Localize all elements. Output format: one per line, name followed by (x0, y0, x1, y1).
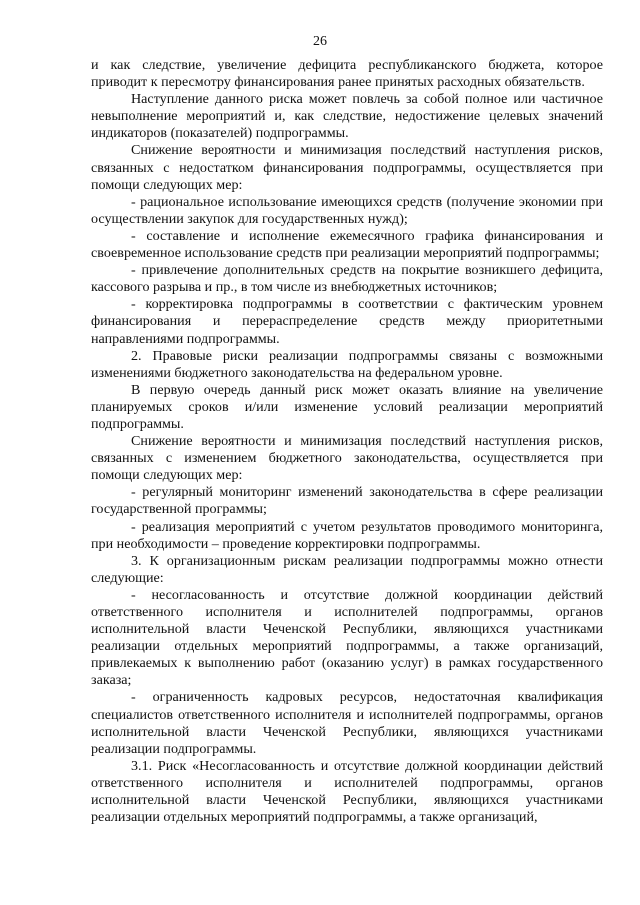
paragraph: Снижение вероятности и минимизация последствий наступления рисков, связанных с изменением бюджетного законодательства, осуществляется при помощи следующих мер: (91, 433, 603, 484)
paragraph: Наступление данного риска может повлечь за собой полное или частичное невыполнение мероприятий и, как следствие, недостижение целевых значений индикаторов (показателей) подпрограммы. (91, 91, 603, 142)
page-number: 26 (313, 34, 327, 49)
paragraph: Снижение вероятности и минимизация последствий наступления рисков, связанных с недостатком финансирования подпрограммы, осуществляется при помощи следующих мер: (91, 142, 603, 193)
paragraph: 3. К организационным рискам реализации подпрограммы можно отнести следующие: (91, 552, 603, 586)
list-item: - реализация мероприятий с учетом результатов проводимого мониторинга, при необходимости – проведение корректировки подпрограммы. (91, 518, 603, 552)
list-item: - регулярный мониторинг изменений законодательства в сфере реализации государственной программы; (91, 484, 603, 518)
paragraph: В первую очередь данный риск может оказать влияние на увеличение планируемых сроков и/или изменение условий реализации мероприятий подпрограммы. (91, 381, 603, 432)
list-item: - корректировка подпрограммы в соответствии с фактическим уровнем финансирования и перераспределение средств между приоритетными направлениями подпрограммы. (91, 296, 603, 347)
list-item: - составление и исполнение ежемесячного графика финансирования и своевременное использование средств при реализации мероприятий подпрограммы; (91, 227, 603, 262)
body-text (91, 57, 603, 826)
paragraph: 2. Правовые риски реализации подпрограммы связаны с возможными изменениями бюджетного законодательства на федеральном уровне. (91, 347, 603, 381)
list-item: - привлечение дополнительных средств на покрытие возникшего дефицита, кассового разрыва и пр., в том числе из внебюджетных источников; (91, 262, 603, 296)
list-item: - рациональное использование имеющихся средств (получение экономии при осуществлении закупок для государственных нужд); (91, 193, 603, 227)
paragraph: 3.1. Риск «Несогласованность и отсутствие должной координации действий ответственного исполнителя и исполнителей подпрограммы, органов исполнительной власти Чеченской Республики, являющихся участниками реализации отдельных мероприятий подпрограммы, а также организаций, (91, 757, 603, 826)
list-item: - несогласованность и отсутствие должной координации действий ответственного исполнителя и исполнителей подпрограммы, органов исполнительной власти Чеченской Республики, являющихся участниками реализации отдельных мероприятий подпрограммы, а также организаций, привлекаемых к выполнению работ (оказанию услуг) в рамках государственного заказа; (91, 586, 603, 689)
list-item: - ограниченность кадровых ресурсов, недостаточная квалификация специалистов ответственного исполнителя и исполнителей подпрограммы, органов исполнительной власти Чеченской Республики, являющихся участниками реализации подпрограммы. (91, 689, 603, 757)
paragraph-continuation: и как следствие, увеличение дефицита республиканского бюджета, которое приводит к пересмотру финансирования ранее принятых расходных обязательств. (91, 57, 603, 91)
